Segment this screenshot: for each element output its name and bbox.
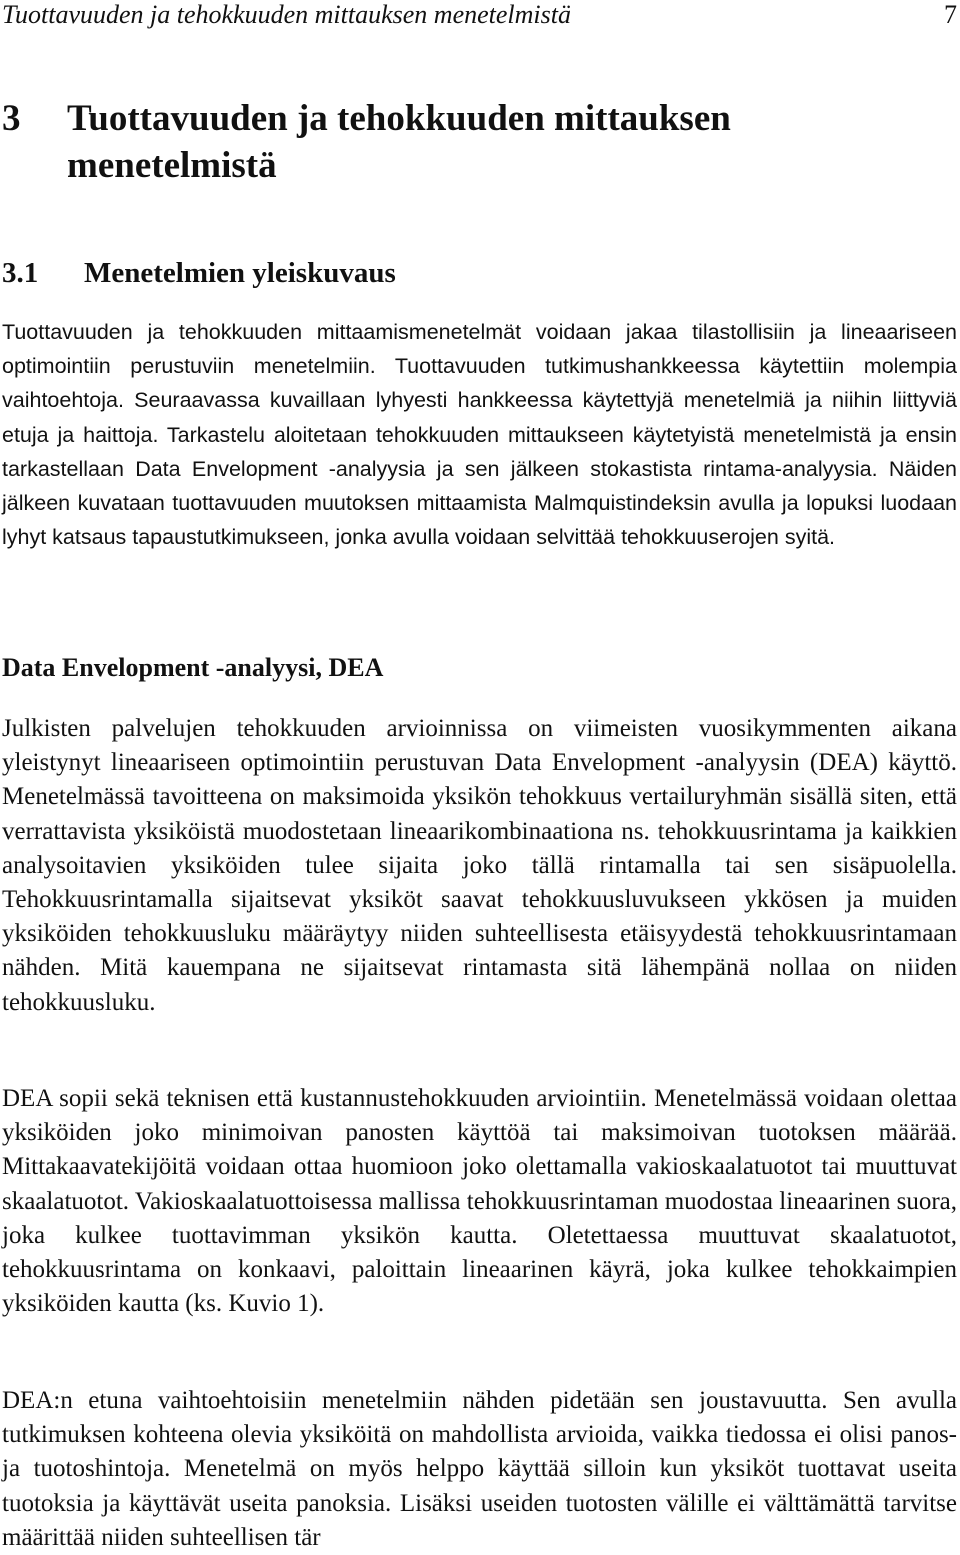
body-paragraph: DEA:n etuna vaihtoehtoisiin menetelmiin nähden pidetään sen joustavuutta. Sen avulla tutkimuksen kohteena olevia yksiköitä on mahdollista arvioida, vaikka tiedossa ei olisi panos- ja tuotoshintoja. Menetelmä on myös helppo käyttää silloin kun yksiköt tuottavat useita tuotoksia ja käyttävät useita panoksia. Lisäksi useiden tuotosten välille ei välttämättä tarvitse määrittää niiden suhteellisen tär — [2, 1387, 957, 1551]
body-paragraph: DEA sopii sekä teknisen että kustannustehokkuuden arviointiin. Menetelmässä voidaan olettaa yksiköiden joko minimoivan panosten käyttöä tai maksimoivan tuotoksen määrää. Mittakaavatekijöitä voidaan ottaa huomioon joko olettamalla vakioskaalatuotot tai muuttuvat skaalatuotot. Vakioskaalatuottoisessa mallissa tehokkuusrintaman muodostaa lineaarinen suora, joka kulkee tuottavimman yksikön kautta. Oletettaessa muuttuvat skaalatuotot, tehokkuusrintama on konkaavi, paloittain lineaarinen käyrä, joka kulkee tehokkaimpien yksiköiden kautta (ks. Kuvio 1). — [2, 1085, 957, 1318]
chapter-title: Tuottavuuden ja tehokkuuden mittauksen menetelmistä — [67, 98, 731, 186]
intro-paragraph: Tuottavuuden ja tehokkuuden mittaamismenetelmät voidaan jakaa tilastollisiin ja lineaariseen optimointiin perustuviin menetelmiin. Tuottavuuden tutkimushankkeessa käytettiin molempia vaihtoehtoja. Seuraavassa kuvaillaan lyhyesti hankkeessa käytettyjä menetelmiä ja niihin liittyviä etuja ja haittoja. Tarkastelu aloitetaan tehokkuuden mittaukseen käytetyistä menetelmistä ja ensin tarkastellaan Data Envelopment -analyysia ja sen jälkeen stokastista rintama-analyysia. Näiden jälkeen kuvataan tuottavuuden muutoksen mittaamista Malmquistindeksin avulla ja lopuksi luodaan lyhyt katsaus tapaustutkimukseen, jonka avulla voidaan selvittää tehokkuuserojen syitä. — [2, 320, 957, 550]
section-number: 3.1 — [2, 257, 39, 289]
chapter-heading — [2, 95, 952, 189]
chapter-number: 3 — [2, 98, 21, 139]
running-header-title: Tuottavuuden ja tehokkuuden mittauksen menetelmistä — [2, 0, 571, 29]
section-title: Menetelmien yleiskuvaus — [84, 257, 396, 289]
subheading-dea: Data Envelopment -analyysi, DEA — [2, 653, 384, 682]
page-number: 7 — [944, 0, 957, 29]
running-header — [2, 0, 957, 34]
body-paragraph: Julkisten palvelujen tehokkuuden arvioinnissa on viimeisten vuosikymmenten aikana yleistynyt lineaariseen optimointiin perustuvan Data Envelopment -analyysin (DEA) käyttö. Menetelmässä tavoitteena on maksimoida yksikön tehokkuus vertailuryhmän sisällä siten, että verrattavista yksiköistä muodostetaan lineaarikombinaationa ns. tehokkuusrintama ja kaikkien analysoitavien yksiköiden tulee sijaita joko tällä rintamalla tai sen sisäpuolella. Tehokkuusrintamalla sijaitsevat yksiköt saavat tehokkuusluvukseen ykkösen ja muiden yksiköiden tehokkuusluku määräytyy niiden suhteellisesta etäisyydestä tehokkuusrintamaan nähden. Mitä kauempana ne sijaitsevat rintamasta sitä lähempänä nollaa on niiden tehokkuusluku. — [2, 715, 957, 1016]
